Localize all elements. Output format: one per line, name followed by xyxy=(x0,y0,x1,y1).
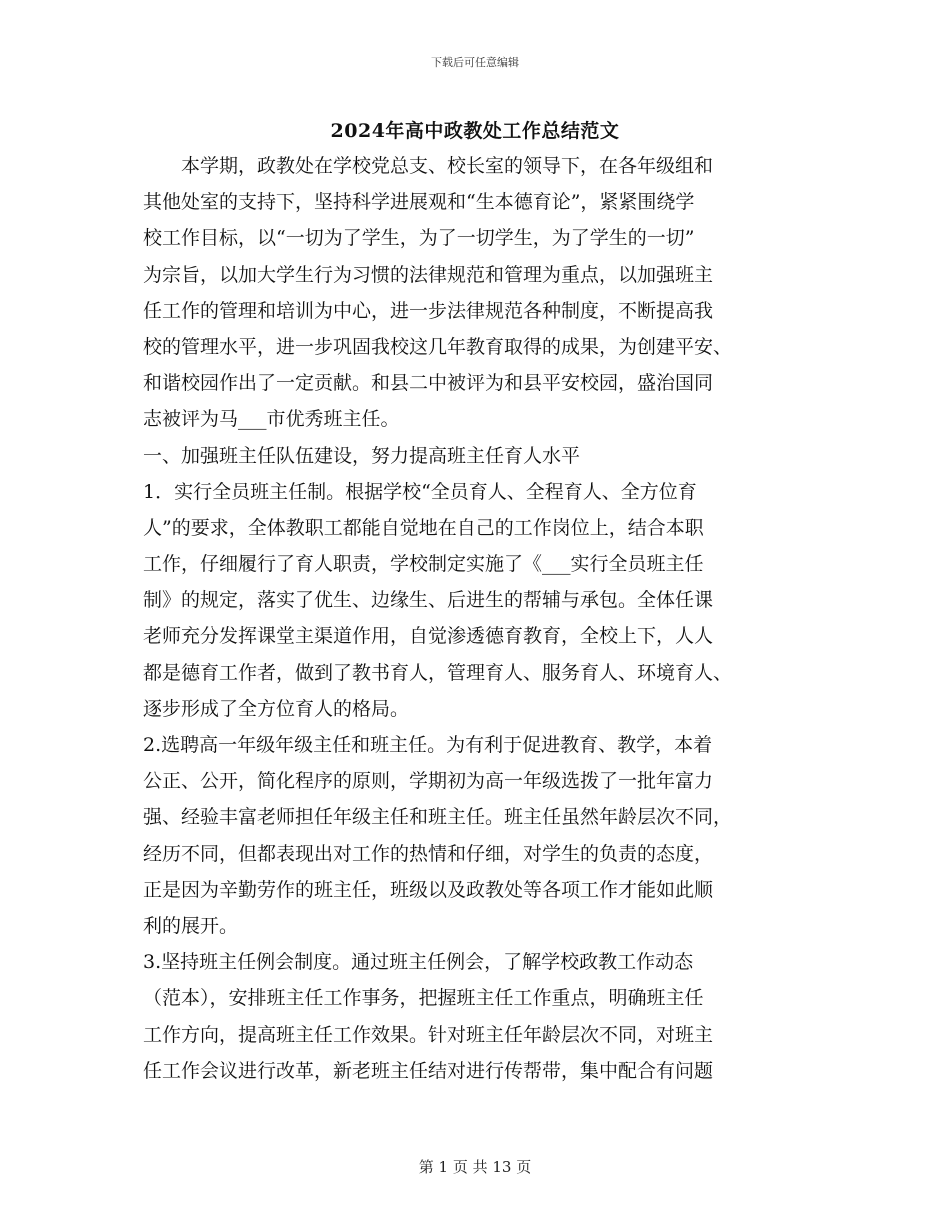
body-line: 公正、公开，简化程序的原则，学期初为高一年级选拨了一批年富力 xyxy=(143,770,714,793)
body-line: 工作方向，提高班主任工作效果。针对班主任年龄层次不同，对班主 xyxy=(143,1023,714,1046)
body-line: 老师充分发挥课堂主渠道作用，自觉渗透德育教育，全校上下，人人 xyxy=(143,625,714,648)
body-line: 校的管理水平，进一步巩固我校这几年教育取得的成果，为创建平安、 xyxy=(143,335,733,358)
document-title: 2024年高中政教处工作总结范文 xyxy=(330,120,620,142)
body-line: 利的展开。 xyxy=(143,914,239,937)
body-line: 2.选聘高一年级年级主任和班主任。为有利于促进教育、教学，本着 xyxy=(143,734,713,756)
body-line: 校工作目标，以“一切为了学生，为了一切学生，为了学生的一切” xyxy=(143,227,695,250)
body-line: 逐步形成了全方位育人的格局。 xyxy=(143,697,410,720)
body-line: 都是德育工作者，做到了教书育人，管理育人、服务育人、环境育人、 xyxy=(143,661,733,684)
body-line: 强、经验丰富老师担任年级主任和班主任。班主任虽然年龄层次不同， xyxy=(143,806,733,829)
body-line: 任工作的管理和培训为中心，进一步法律规范各种制度，不断提高我 xyxy=(143,299,714,322)
page-footer: 第 1 页 共 13 页 xyxy=(418,1158,532,1176)
body-line: 人”的要求，全体教职工都能自觉地在自己的工作岗位上，结合本职 xyxy=(143,516,704,539)
body-line: 1．实行全员班主任制。根据学校“全员育人、全程育人、全方位育 xyxy=(143,480,697,503)
page-header: 下载后可任意编辑 xyxy=(431,56,519,69)
body-line: 3.坚持班主任例会制度。通过班主任例会，了解学校政教工作动态 xyxy=(143,951,694,974)
body-line: 和谐校园作出了一定贡献。和县二中被评为和县平安校园，盛治国同 xyxy=(143,372,714,395)
body-line: 正是因为辛勤劳作的班主任，班级以及政教处等各项工作才能如此顺 xyxy=(143,878,714,901)
body-line: 为宗旨，以加大学生行为习惯的法律规范和管理为重点，以加强班主 xyxy=(143,263,714,286)
body-line: 工作，仔细履行了育人职责，学校制定实施了《___实行全员班主任 xyxy=(143,553,704,576)
body-line: （范本），安排班主任工作事务，把握班主任工作重点，明确班主任 xyxy=(143,987,704,1010)
body-line: 制》的规定，落实了优生、边缘生、后进生的帮辅与承包。全体任课 xyxy=(143,589,714,612)
document-body xyxy=(143,148,805,1089)
body-line: 经历不同，但都表现出对工作的热情和仔细，对学生的负责的态度， xyxy=(143,842,714,865)
body-line: 本学期，政教处在学校党总支、校长室的领导下，在各年级组和 xyxy=(143,155,714,177)
body-line: 其他处室的支持下，坚持科学进展观和“生本德育论”，紧紧围绕学 xyxy=(143,191,695,214)
body-line: 志被评为马___市优秀班主任。 xyxy=(143,408,400,431)
section-heading: 一、加强班主任队伍建设，努力提高班主任育人水平 xyxy=(143,444,581,467)
body-line: 任工作会议进行改革，新老班主任结对进行传帮带，集中配合有问题 xyxy=(143,1059,714,1082)
